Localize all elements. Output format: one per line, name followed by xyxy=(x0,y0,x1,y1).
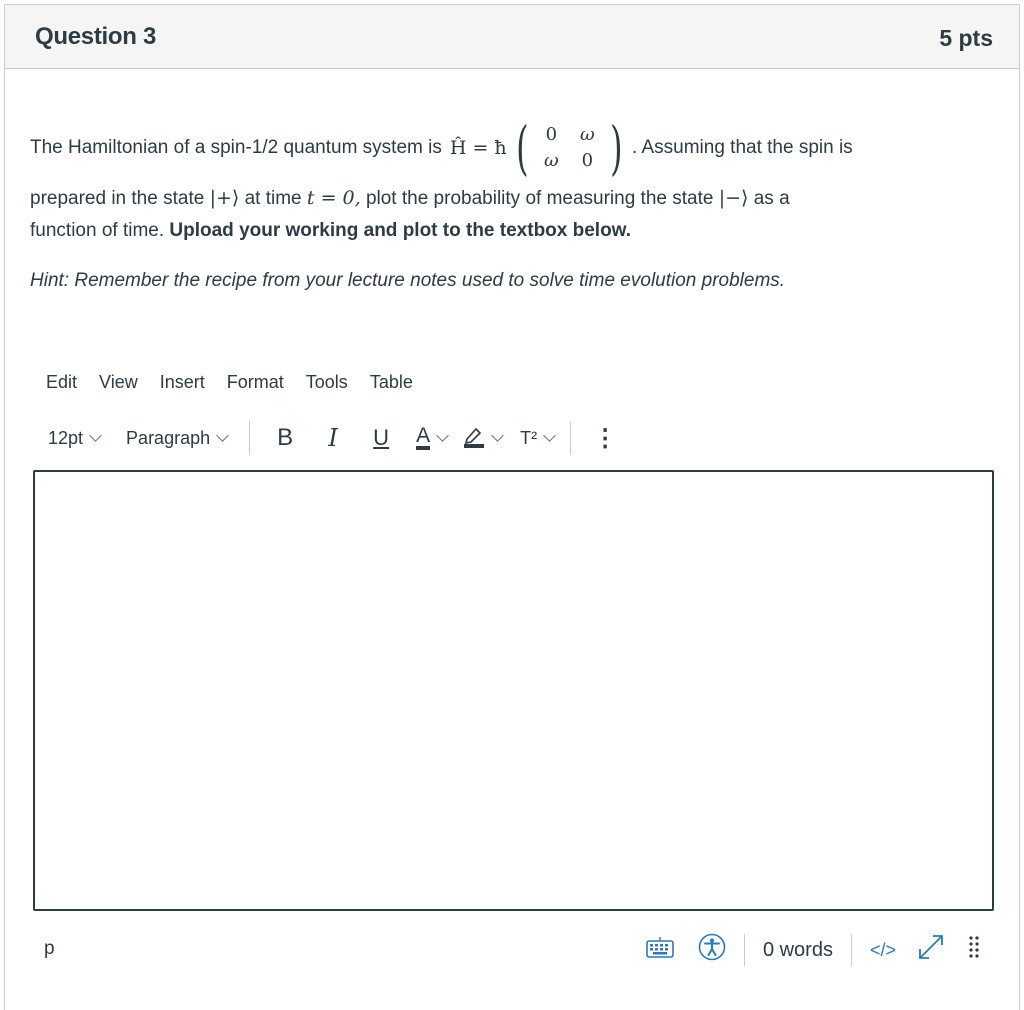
text-color-icon: A xyxy=(416,426,430,450)
time-equation: t = 0, xyxy=(306,187,361,209)
highlight-color-button[interactable] xyxy=(463,418,502,458)
font-size-dropdown[interactable] xyxy=(48,418,100,458)
chevron-down-icon xyxy=(216,429,229,442)
question-title: Question 3 xyxy=(35,23,157,50)
chevron-down-icon xyxy=(491,429,504,442)
editor-menubar xyxy=(46,372,413,393)
accessibility-icon[interactable] xyxy=(698,933,726,967)
menu-table[interactable]: Table xyxy=(369,372,413,392)
menu-tools[interactable]: Tools xyxy=(305,372,348,392)
fullscreen-icon[interactable] xyxy=(916,932,946,968)
keyboard-icon[interactable] xyxy=(646,936,674,964)
toolbar-separator xyxy=(249,421,250,455)
statusbar-separator xyxy=(744,934,745,966)
left-paren: ( xyxy=(515,114,529,182)
font-size-value: 12pt xyxy=(48,427,84,448)
underline-button[interactable]: U xyxy=(373,425,390,450)
block-format-dropdown[interactable] xyxy=(126,418,227,458)
superscript-icon: T² xyxy=(520,427,538,448)
italic-button[interactable]: I xyxy=(328,424,338,452)
more-options-button[interactable]: ⋮ xyxy=(593,424,618,452)
rich-text-editor[interactable] xyxy=(33,470,994,911)
statusbar-separator xyxy=(851,934,852,966)
menu-insert[interactable]: Insert xyxy=(159,372,205,392)
line2-a: prepared in the state xyxy=(30,188,205,209)
highlighter-icon xyxy=(463,424,485,453)
state-plus: |+⟩ xyxy=(209,187,240,209)
resize-handle-icon[interactable] xyxy=(968,934,980,966)
question-text-after: . Assuming that the spin is xyxy=(631,137,853,158)
editor-toolbar xyxy=(48,418,617,458)
menu-view[interactable]: View xyxy=(99,372,138,392)
hint-text: Hint: Remember the recipe from your lecture notes used to solve time evolution problems. xyxy=(30,270,786,291)
block-format-value: Paragraph xyxy=(126,427,211,448)
matrix-cell-12: ω xyxy=(579,124,595,145)
matrix-cell-21: ω xyxy=(543,150,559,171)
html-editor-toggle[interactable]: </> xyxy=(869,939,896,960)
question-text-before: The Hamiltonian of a spin-1/2 quantum system is xyxy=(30,137,442,158)
chevron-down-icon xyxy=(436,429,449,442)
word-count: 0 words xyxy=(762,938,833,961)
text-color-button[interactable] xyxy=(416,418,447,458)
superscript-button[interactable] xyxy=(520,418,554,458)
toolbar-separator xyxy=(570,421,571,455)
hamiltonian-symbol: Ĥ = ħ xyxy=(449,137,507,159)
line2-b: at time xyxy=(244,188,302,209)
chevron-down-icon xyxy=(89,429,102,442)
menu-format[interactable]: Format xyxy=(226,372,284,392)
element-path[interactable]: p xyxy=(44,938,55,959)
question-points: 5 pts xyxy=(939,25,993,51)
state-minus: |−⟩ xyxy=(718,187,749,209)
menu-edit[interactable]: Edit xyxy=(46,372,78,392)
question-header xyxy=(5,5,1019,69)
line2-c: plot the probability of measuring the state xyxy=(365,188,714,209)
upload-instruction: Upload your working and plot to the textbox below. xyxy=(169,220,632,241)
right-paren: ) xyxy=(610,114,623,182)
matrix-cell-11: 0 xyxy=(545,124,558,145)
editor-statusbar xyxy=(646,930,980,970)
line2-d: as a xyxy=(753,188,790,209)
chevron-down-icon xyxy=(543,429,556,442)
matrix-cell-22: 0 xyxy=(581,150,594,171)
bold-button[interactable]: B xyxy=(277,424,294,451)
question-body xyxy=(30,114,970,297)
line3-a: function of time. xyxy=(30,220,165,241)
hamiltonian-matrix xyxy=(511,114,628,182)
